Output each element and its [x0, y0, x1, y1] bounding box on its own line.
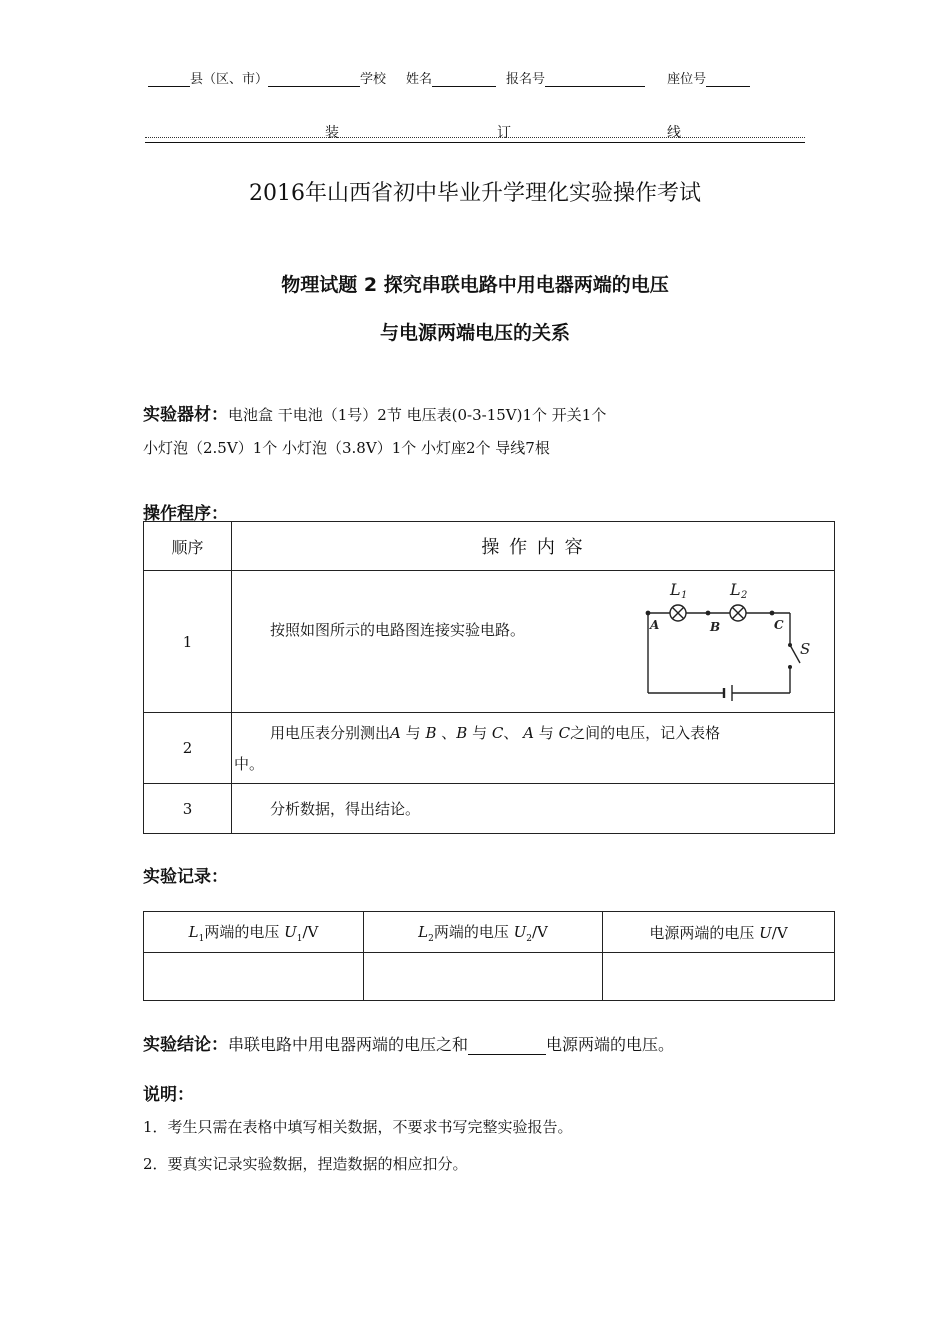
label-l2-sub: 2: [741, 590, 748, 601]
row-2-and-3: 与: [538, 724, 554, 742]
row-2-post: 之间的电压，记入表格: [570, 724, 721, 742]
h1-var: L: [188, 922, 199, 941]
record-label: 实验记录：: [143, 867, 228, 887]
label-c: C: [774, 618, 784, 632]
subtitle-line-2: 与电源两端电压的关系: [379, 322, 570, 344]
label-s: S: [800, 640, 811, 658]
row-2-number: 2: [144, 713, 232, 784]
var-c: C: [558, 724, 571, 742]
conclusion-pre: 串联电路中用电器两端的电压之和: [228, 1035, 469, 1054]
var-b: B: [425, 724, 437, 742]
h1-text: 两端的电压: [204, 922, 280, 941]
materials-line-1: [143, 400, 606, 425]
seat-label: 座位号: [667, 72, 707, 87]
h2-usub: 2: [526, 933, 532, 944]
record-table: [143, 911, 835, 1001]
row-2-sep-1: 、: [441, 724, 457, 742]
h3-unit: /V: [771, 923, 788, 942]
h1-usub: 1: [296, 933, 303, 944]
row-2-line-1: [232, 718, 834, 749]
row-3-text: 分析数据，得出结论。: [232, 784, 835, 834]
subtitle-line-1: 物理试题 2 探究串联电路中用电器两端的电压: [281, 274, 669, 296]
var-b: B: [456, 724, 468, 742]
materials-label: 实验器材: [143, 405, 211, 425]
candidate-info-line: [148, 68, 788, 87]
procedure-table: [143, 521, 835, 834]
name-blank[interactable]: [432, 72, 496, 87]
label-l2: L: [730, 580, 741, 599]
node-b-dot: [706, 611, 711, 616]
materials-line-2: 小灯泡（2.5V）1个 小灯泡（3.8V）1个 小灯座2个 导线7根: [143, 439, 550, 457]
switch-pivot: [788, 643, 792, 647]
row-1-content: [232, 571, 835, 713]
u2-input-cell[interactable]: [364, 953, 603, 1001]
notes-label: 说明：: [143, 1085, 194, 1105]
reg-label: 报名号: [506, 72, 546, 87]
var-a: A: [523, 724, 534, 742]
h2-var: L: [418, 922, 429, 941]
procedure-row-2: [144, 713, 835, 784]
county-blank[interactable]: [148, 72, 190, 87]
row-2-content: [232, 713, 835, 784]
var-a: A: [390, 724, 401, 742]
label-l1-sub: 1: [681, 590, 688, 601]
note-item-1: 1．考生只需在表格中填写相关数据，不要求书写完整实验报告。: [143, 1118, 573, 1136]
h2-text: 两端的电压: [433, 922, 509, 941]
source-voltage-header: [603, 912, 835, 953]
procedure-label: 操作程序：: [143, 504, 228, 524]
binding-char-1: 装: [325, 125, 339, 141]
circuit-diagram: [640, 575, 830, 701]
binding-line: [145, 124, 805, 143]
school-blank[interactable]: [268, 72, 360, 87]
row-1-text: 按照如图所示的电路图连接实验电路。: [270, 621, 526, 639]
label-a: A: [650, 618, 660, 632]
seat-blank[interactable]: [706, 72, 750, 87]
h2-unit: /V: [532, 922, 548, 941]
row-2-sep-2: 、: [503, 724, 519, 742]
h1-sub: 1: [198, 933, 205, 944]
h3-text: 电源两端的电压: [649, 923, 755, 942]
county-label: 县（区、市）: [190, 72, 269, 87]
switch-contact: [788, 665, 792, 669]
l2-voltage-header: [364, 912, 603, 953]
label-b: B: [710, 620, 721, 634]
u-input-cell[interactable]: [603, 953, 835, 1001]
h1-unit: /V: [302, 922, 319, 941]
row-3-number: 3: [144, 784, 232, 834]
reg-blank[interactable]: [545, 72, 645, 87]
procedure-header-row: [144, 522, 835, 571]
conclusion-blank[interactable]: [468, 1038, 546, 1055]
h2-u: U: [513, 922, 527, 941]
h2-sub: 2: [428, 933, 434, 944]
row-1-number: 1: [144, 571, 232, 713]
record-header-row: [144, 912, 835, 953]
u1-input-cell[interactable]: [144, 953, 364, 1001]
label-l1: L: [670, 580, 681, 599]
content-header: 操 作 内 容: [232, 522, 835, 571]
materials-text-1: 电池盒 干电池（1号）2节 电压表(0-3-15V)1个 开关1个: [228, 406, 607, 424]
row-2-pre: 用电压表分别测出: [270, 724, 391, 742]
switch-blade: [790, 645, 800, 663]
row-2-and-1: 与: [405, 724, 421, 742]
note-item-2: 2．要真实记录实验数据，捏造数据的相应扣分。: [143, 1155, 468, 1173]
name-label: 姓名: [406, 72, 433, 87]
l1-voltage-header: [144, 912, 364, 953]
procedure-row-1: [144, 571, 835, 713]
var-c: C: [491, 724, 504, 742]
row-2-and-2: 与: [472, 724, 488, 742]
row-2-line-2: 中。: [234, 755, 265, 773]
conclusion-post: 电源两端的电压。: [546, 1035, 675, 1054]
conclusion-line: [143, 1030, 674, 1055]
h1-u: U: [284, 922, 297, 941]
order-header: 顺序: [144, 522, 232, 571]
conclusion-label: 实验结论：: [143, 1035, 228, 1055]
binding-char-2: 订: [497, 125, 511, 141]
binding-char-3: 线: [667, 125, 681, 141]
exam-title: 2016年山西省初中毕业升学理化实验操作考试: [249, 181, 701, 206]
node-a-dot: [646, 611, 651, 616]
node-c-dot: [770, 611, 775, 616]
record-input-row: [144, 953, 835, 1001]
dotted-divider: [145, 137, 805, 138]
procedure-row-3: [144, 784, 835, 834]
school-label: 学校: [360, 72, 387, 87]
h3-u: U: [759, 923, 772, 942]
materials-colon: ：: [211, 405, 228, 425]
